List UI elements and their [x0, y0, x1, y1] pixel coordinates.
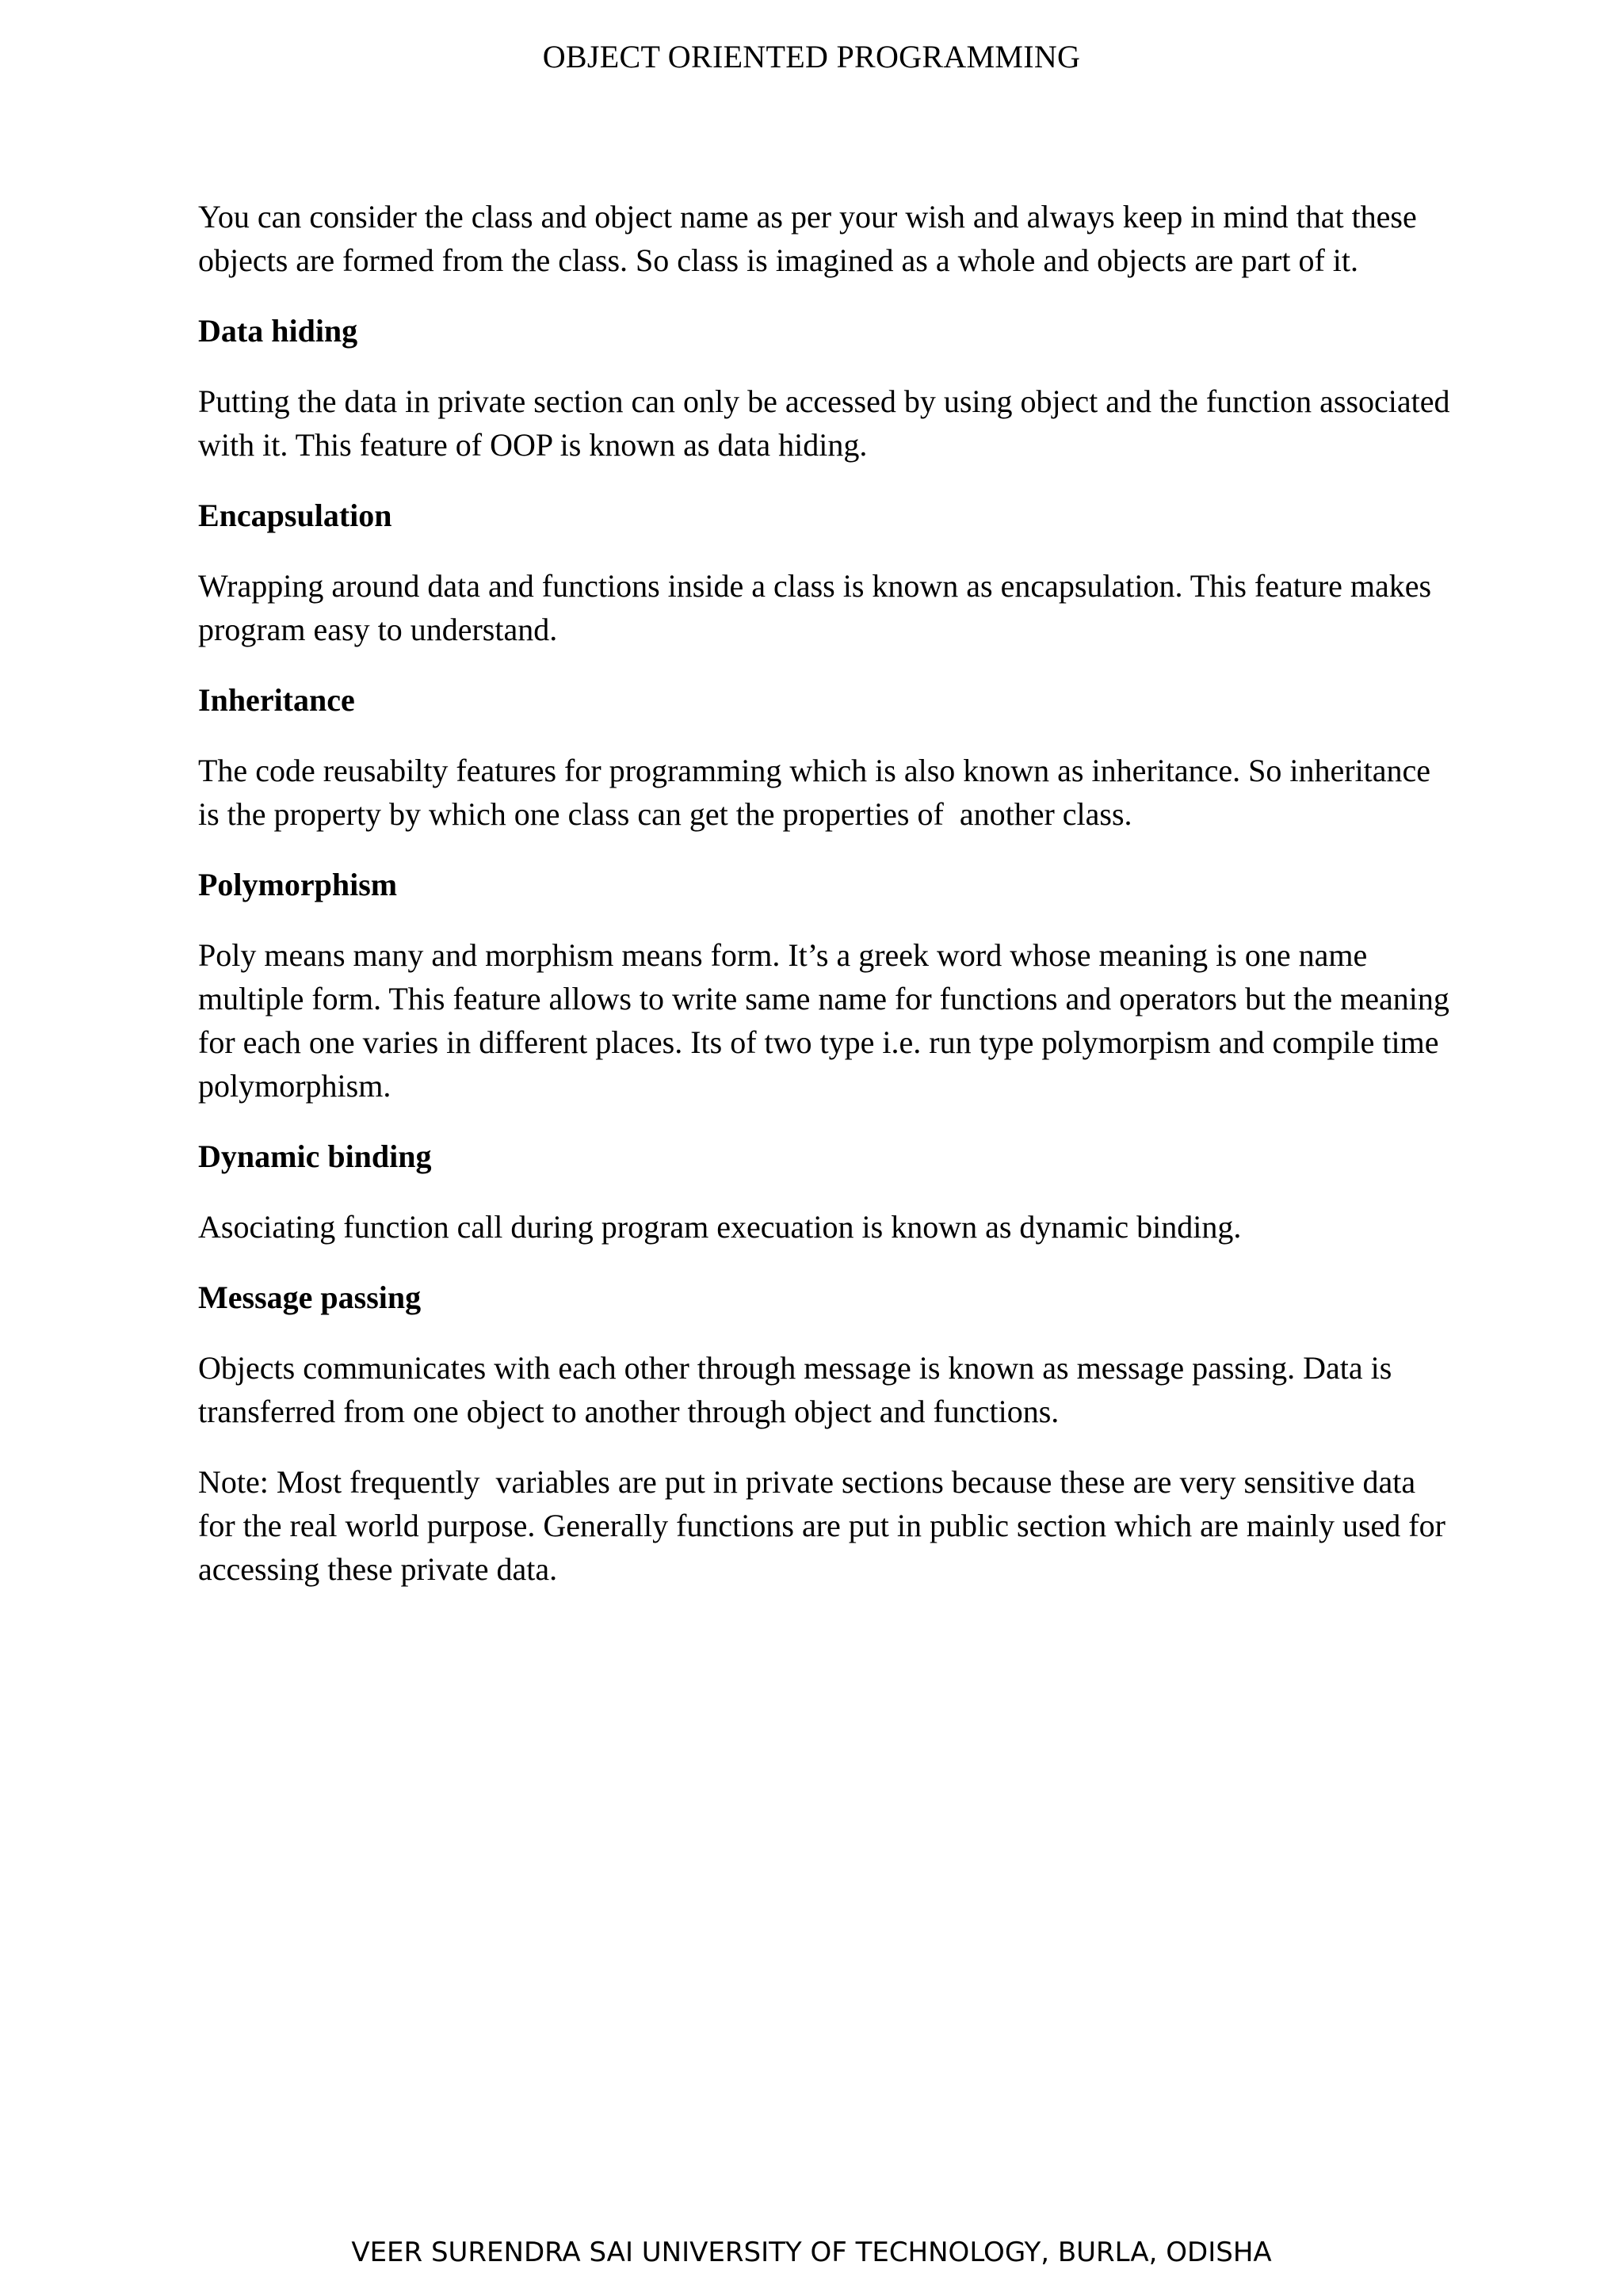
section-heading: Encapsulation: [198, 498, 392, 533]
section-data-hiding: [198, 309, 1458, 467]
section-encapsulation: [198, 494, 1450, 651]
page-footer-text: VEER SURENDRA SAI UNIVERSITY OF TECHNOLOGY, BURLA, ODISHA: [351, 2237, 1272, 2268]
section-paragraph: The code reusabilty features for programming which is also known as inheritance. So inheritance is the property by which one class can get the properties of another class.: [198, 753, 1439, 832]
section-message-passing: [198, 1276, 1450, 1433]
page-body: [198, 195, 1458, 1618]
section-polymorphism: [198, 863, 1457, 1108]
section-heading: Inheritance: [198, 682, 355, 718]
section-inheritance: [198, 678, 1450, 836]
section-paragraph: Putting the data in private section can only be accessed by using object and the function associated with it. This feature of OOP is known as data hiding.: [198, 383, 1458, 463]
note-paragraph: Note: Most frequently variables are put in private sections because these are very sensitive data for the real world purpose. Generally functions are put in public section which are mainly used for accessing these private data.: [198, 1464, 1453, 1587]
intro-paragraph: You can consider the class and object name as per your wish and always keep in mind that these objects are formed from the class. So class is imagined as a whole and objects are part of it.: [198, 199, 1425, 278]
section-heading: Message passing: [198, 1280, 422, 1315]
section-paragraph: Poly means many and morphism means form. It’s a greek word whose meaning is one name multiple form. This feature allows to write same name for functions and operators but the meaning for each one varies in different places. Its of two type i.e. run type polymorpism and compile time polymorphism.: [198, 937, 1457, 1104]
section-dynamic-binding: [198, 1135, 1450, 1249]
section-paragraph: Wrapping around data and functions inside a class is known as encapsulation. This feature makes program easy to understand.: [198, 568, 1440, 647]
section-paragraph: Asociating function call during program execuation is known as dynamic binding.: [198, 1209, 1242, 1245]
section-heading: Polymorphism: [198, 867, 398, 902]
section-paragraph: Objects communicates with each other through message is known as message passing. Data is transferred from one object to another through object and functions.: [198, 1350, 1400, 1429]
section-heading: Dynamic binding: [198, 1138, 432, 1174]
page-header-title: OBJECT ORIENTED PROGRAMMING: [542, 39, 1081, 74]
section-heading: Data hiding: [198, 313, 358, 349]
